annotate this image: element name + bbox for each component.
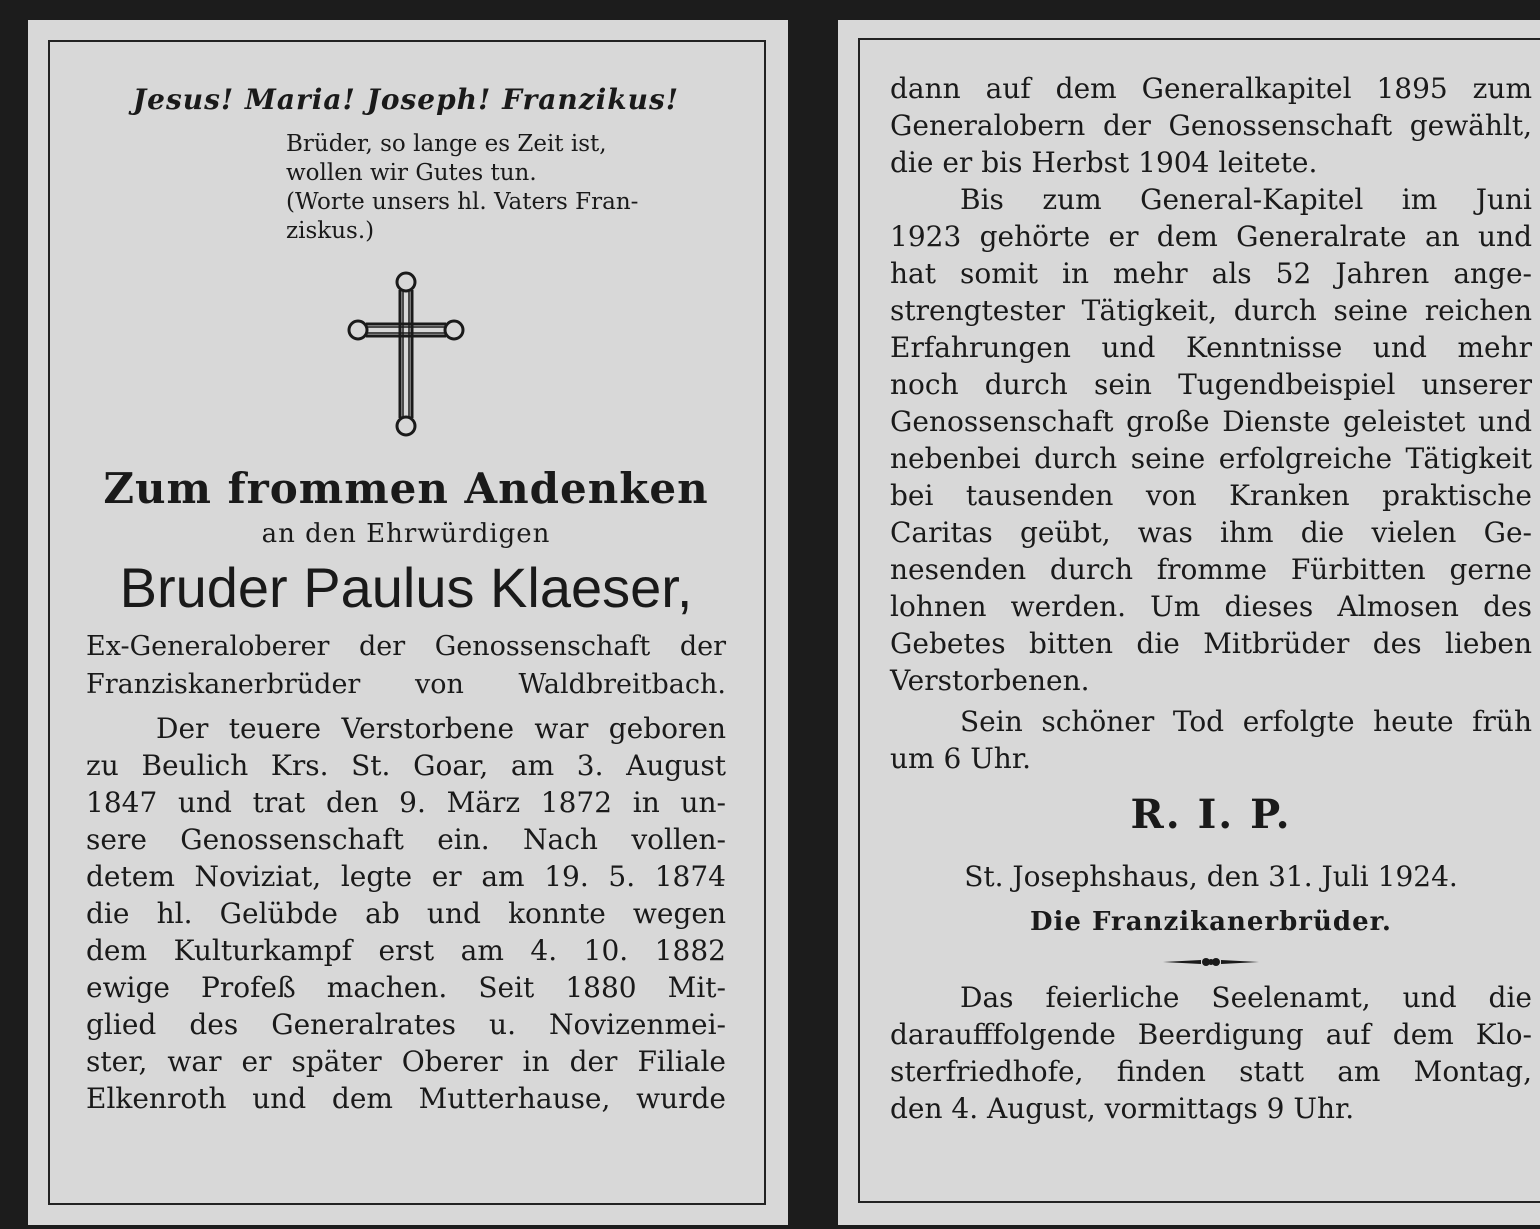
bio-line: Der teuere Verstorbene war geboren [156, 712, 726, 745]
role-line: Ex-Generaloberer der Genossenschaft der [86, 631, 726, 662]
text-line: Genossenschaft große Dienste geleistet und [890, 405, 1532, 438]
paragraph-election [890, 70, 1532, 181]
motto-line: (Worte unsers hl. Vaters Fran- [286, 189, 639, 215]
text-line: bei tausenden von Kranken praktische [890, 479, 1532, 512]
bio-line: ster, war er später Oberer in der Filiale [86, 1045, 726, 1078]
bio-line: dem Kulturkampf erst am 4. 10. 1882 [86, 934, 726, 967]
biography [86, 710, 726, 1117]
bio-line: sere Genossenschaft ein. Nach vollen- [86, 823, 726, 856]
rip-heading: R. I. P. [1130, 791, 1292, 838]
text-line: hat somit in mehr als 52 Jahren ange- [890, 257, 1532, 290]
bio-line: ewige Profeß machen. Seit 1880 Mit- [86, 971, 726, 1004]
paragraph-funeral [890, 979, 1532, 1127]
bio-line: die hl. Gelübde ab und konnte wegen [86, 897, 726, 930]
text-line: lohnen werden. Um dieses Almosen des [890, 590, 1532, 623]
text-line: den 4. August, vormittags 9 Uhr. [890, 1092, 1355, 1125]
paragraph-death [890, 703, 1532, 777]
motto-line: wollen wir Gutes tun. [286, 160, 537, 186]
ornament-divider-icon [1161, 955, 1261, 969]
bio-line: zu Beulich Krs. St. Goar, am 3. August [86, 749, 726, 782]
text-line: Erfahrungen und Kenntnisse und mehr [890, 331, 1532, 364]
text-line: Verstorbenen. [890, 664, 1090, 697]
text-line: Caritas geübt, was ihm die vielen Ge- [890, 516, 1532, 549]
text-line: Bis zum General-Kapitel im Juni [960, 183, 1532, 216]
text-line: Das feierliche Seelenamt, und die [960, 981, 1532, 1014]
memory-subtitle: an den Ehrwürdigen [261, 519, 551, 549]
left-card-content [86, 75, 726, 1117]
text-line: 1923 gehörte er dem Generalrate an und [890, 220, 1532, 253]
motto-line: ziskus.) [286, 218, 375, 244]
greeting: Jesus! Maria! Joseph! Franzikus! [132, 83, 680, 116]
text-line: nebenbei durch seine erfolgreiche Tätigkeit [890, 442, 1532, 475]
cross-icon [346, 270, 466, 440]
role-description [86, 628, 726, 704]
text-line: strengtester Tätigkeit, durch seine reichen [890, 294, 1532, 327]
memorial-card-left [28, 20, 788, 1225]
role-line: Franziskanerbrüder von Waldbreitbach. [86, 669, 726, 700]
memorial-card-right [838, 20, 1540, 1225]
text-line: dann auf dem Generalkapitel 1895 zum [890, 72, 1532, 105]
place-date: St. Josephshaus, den 31. Juli 1924. [964, 860, 1458, 893]
memory-title: Zum frommen Andenken [103, 464, 709, 513]
bio-line: 1847 und trat den 9. März 1872 in un- [86, 786, 726, 819]
bio-line: detem Noviziat, legte er am 19. 5. 1874 [86, 860, 726, 893]
signature: Die Franzikanerbrüder. [1030, 907, 1392, 937]
text-line: Generalobern der Genossenschaft gewählt, [890, 109, 1532, 142]
text-line: daraufffolgende Beerdigung auf dem Klo- [890, 1018, 1532, 1051]
bio-line: glied des Generalrates u. Novizenmei- [86, 1008, 726, 1041]
text-line: Sein schöner Tod erfolgte heute früh [960, 705, 1532, 738]
paragraph-service [890, 181, 1532, 699]
text-line: die er bis Herbst 1904 leitete. [890, 146, 1318, 179]
motto [286, 130, 726, 246]
text-line: sterfriedhofe, finden statt am Montag, [890, 1055, 1532, 1088]
deceased-name: Bruder Paulus Klaeser, [119, 556, 693, 619]
bio-line: Elkenroth und dem Mutterhause, wurde [86, 1082, 726, 1115]
text-line: noch durch sein Tugendbeispiel unserer [890, 368, 1532, 401]
text-line: um 6 Uhr. [890, 742, 1032, 775]
right-card-content [890, 70, 1532, 1127]
text-line: Gebetes bitten die Mitbrüder des lieben [890, 627, 1532, 660]
text-line: nesenden durch fromme Fürbitten gerne [890, 553, 1532, 586]
motto-line: Brüder, so lange es Zeit ist, [286, 131, 607, 157]
